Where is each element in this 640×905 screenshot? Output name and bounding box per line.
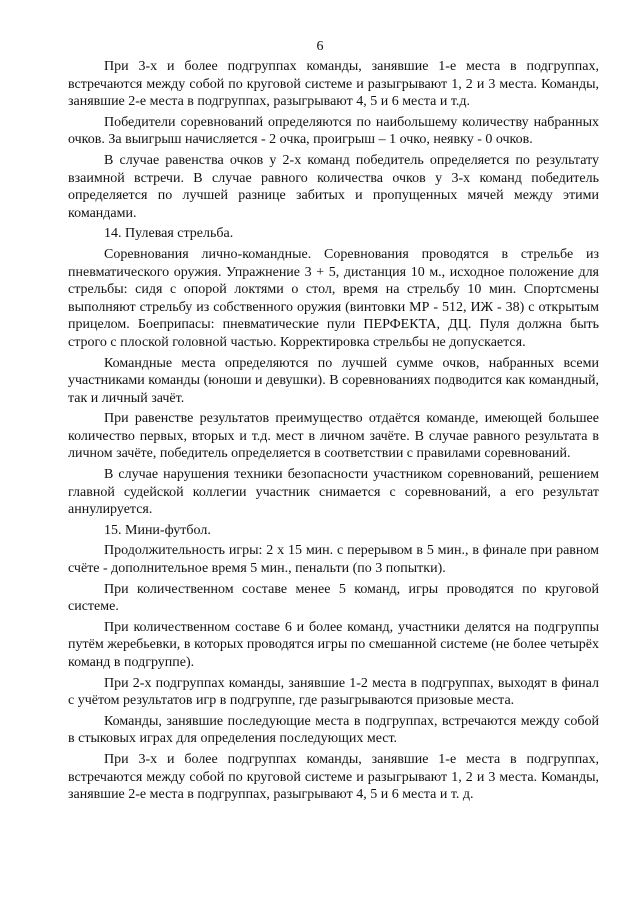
paragraph-6-plus-teams: При количественном составе 6 и более команд, участники делятся на подгруппы путём жеребьевки, в которых проводятся игры по смешанной системе (не более четырёх команд в подгруппе). bbox=[68, 619, 599, 670]
paragraph-under-5-teams: При количественном составе менее 5 команд, игры проводятся по круговой системе. bbox=[68, 581, 599, 615]
section-heading-mini-football: 15. Мини-футбол. bbox=[104, 522, 211, 538]
paragraph-team-places: Командные места определяются по лучшей сумме очков, набранных всеми участниками команды (юноши и девушки). В соревнованиях подводится как командный, так и личный зачёт. bbox=[68, 355, 599, 406]
paragraph-play-off-places: Команды, занявшие последующие места в подгруппах, встречаются между собой в стыковых играх для определения последующих мест. bbox=[68, 713, 599, 747]
paragraph-safety-violation: В случае нарушения техники безопасности участником соревнований, решением главной судейской коллегии участник снимается с соревнований, а его результат аннулируется. bbox=[68, 467, 599, 518]
paragraph-tie-rules: В случае равенства очков у 2-х команд победитель определяется по результату взаимной встречи. В случае равного количества очков у 3-х команд победитель определяется по лучшей разнице забитых и пропущенных мячей между этими командами. bbox=[68, 152, 599, 221]
paragraph-subgroups-3-plus: При 3-х и более подгруппах команды, занявшие 1-е места в подгруппах, встречаются между собой по круговой системе и разыгрывают 1, 2 и 3 места. Команды, занявшие 2-е места в подгруппах, разыгрывают 4, 5 и 6 места и т.д. bbox=[68, 59, 599, 110]
document-body bbox=[68, 58, 599, 807]
paragraph-shooting-rules: Соревнования лично-командные. Соревнования проводятся в стрельбе из пневматического оружия. Упражнение 3 + 5, дистанция 10 м., исходное положение для стрельбы: сидя с опорой локтями о стол, время на стрельбу 10 мин. Спортсмены выполняют стрельбу из собственного оружия (винтовки МР - 512, ИЖ - 38) с открытым прицелом. Боеприпасы: пневматические пули ПЕРФЕКТА, ДЦ. Пуля должна быть строго с плоской головной частью. Корректировка стрельбы не допускается. bbox=[68, 246, 599, 350]
paragraph-game-duration: Продолжительность игры: 2 х 15 мин. с перерывом в 5 мин., в финале при равном счёте - дополнительное время 5 мин., пенальти (по 3 попытки). bbox=[68, 543, 599, 577]
section-heading-shooting: 14. Пулевая стрельба. bbox=[104, 226, 234, 242]
page-number: 6 bbox=[316, 39, 324, 54]
paragraph-shooting-tie: При равенстве результатов преимущество отдаётся команде, имеющей большее количество первых, вторых и т.д. мест в личном зачёте. В случае равного результата в личном зачёте, победитель определяется в соответствии с правилами соревнований. bbox=[68, 411, 599, 462]
paragraph-3-plus-subgroups: При 3-х и более подгруппах команды, занявшие 1-е места в подгруппах, встречаются между собой по круговой системе и разыгрывают 1, 2 и 3 места. Команды, занявшие 2-е места в подгруппах, разыгрывают 4, 5 и 6 места и т. д. bbox=[68, 751, 599, 803]
paragraph-2-subgroups: При 2-х подгруппах команды, занявшие 1-2 места в подгруппах, выходят в финал с учётом результатов игр в подгруппе, где разыгрываются призовые места. bbox=[68, 675, 599, 709]
paragraph-points-scoring: Победители соревнований определяются по наибольшему количеству набранных очков. За выигрыш начисляется - 2 очка, проигрыш – 1 очко, неявку - 0 очков. bbox=[68, 114, 599, 148]
